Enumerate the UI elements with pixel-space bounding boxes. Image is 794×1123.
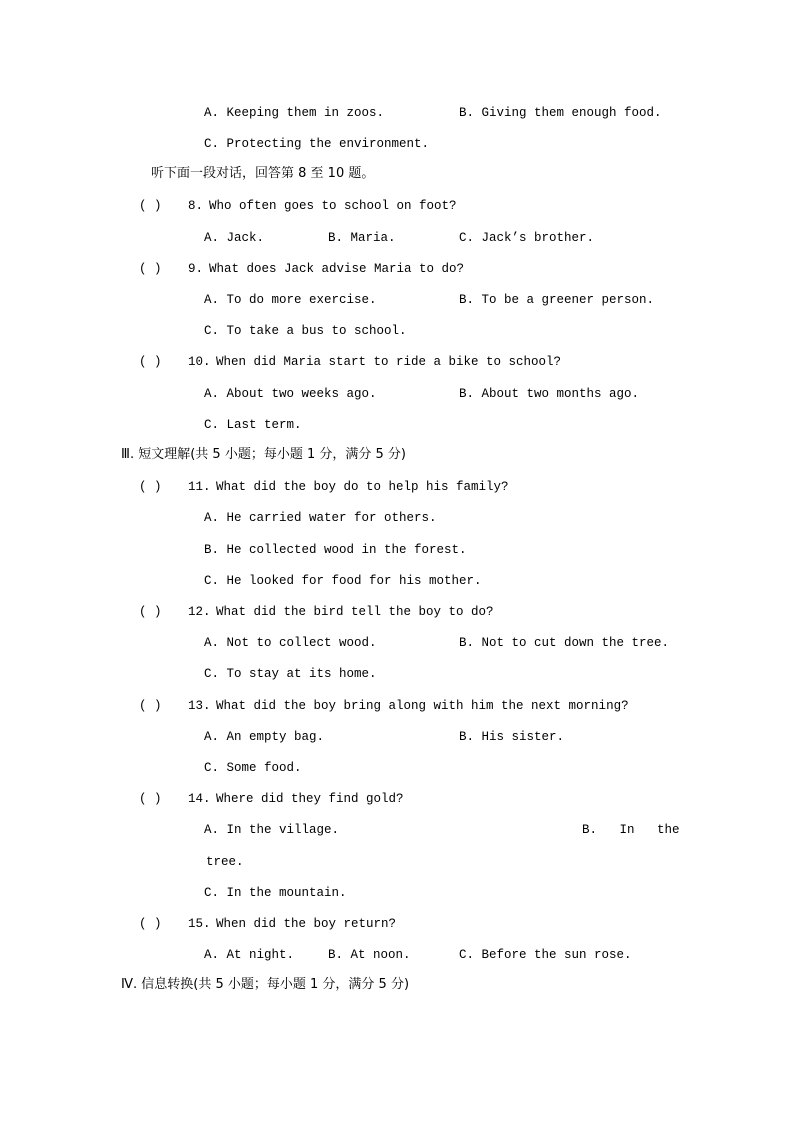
- q15-number: 15.: [188, 917, 211, 931]
- q11-option-c: C. He looked for food for his mother.: [204, 574, 482, 588]
- q13-number: 13.: [188, 699, 211, 713]
- q9-number: 9.: [188, 262, 204, 276]
- q10-option-c: C. Last term.: [204, 418, 302, 432]
- q14-option-b: B. In the: [582, 823, 680, 837]
- q14-option-c: C. In the mountain.: [204, 886, 347, 900]
- answer-blank-q12: ( ): [139, 605, 162, 619]
- q9-text: What does Jack advise Maria to do?: [209, 262, 465, 276]
- q7-option-b: B. Giving them enough food.: [459, 106, 662, 120]
- answer-blank-q11: ( ): [139, 480, 162, 494]
- answer-blank-q8: ( ): [139, 199, 162, 213]
- q11-option-a: A. He carried water for others.: [204, 511, 437, 525]
- q12-text: What did the bird tell the boy to do?: [216, 605, 494, 619]
- q11-text: What did the boy do to help his family?: [216, 480, 509, 494]
- q9-option-b: B. To be a greener person.: [459, 293, 655, 307]
- q9-option-a: A. To do more exercise.: [204, 293, 377, 307]
- q8-option-a: A. Jack.: [204, 231, 265, 245]
- dialog-instruction: 听下面一段对话，回答第 8 至 10 题。: [151, 166, 375, 181]
- q9-option-c: C. To take a bus to school.: [204, 324, 407, 338]
- q13-option-a: A. An empty bag.: [204, 730, 325, 744]
- q12-number: 12.: [188, 605, 211, 619]
- q12-option-a: A. Not to collect wood.: [204, 636, 377, 650]
- q12-option-c: C. To stay at its home.: [204, 667, 377, 681]
- q15-option-a: A. At night.: [204, 948, 295, 962]
- q15-text: When did the boy return?: [216, 917, 397, 931]
- q8-option-c: C. Jack’s brother.: [459, 231, 595, 245]
- answer-blank-q15: ( ): [139, 917, 162, 931]
- q7-option-a: A. Keeping them in zoos.: [204, 106, 385, 120]
- q14-text: Where did they find gold?: [216, 792, 404, 806]
- section3-heading: Ⅲ. 短文理解(共 5 小题；每小题 1 分，满分 5 分): [121, 447, 406, 462]
- q10-number: 10.: [188, 355, 211, 369]
- q13-option-b: B. His sister.: [459, 730, 565, 744]
- q14-number: 14.: [188, 792, 211, 806]
- q10-text: When did Maria start to ride a bike to school?: [216, 355, 562, 369]
- q11-option-b: B. He collected wood in the forest.: [204, 543, 467, 557]
- q14-option-b-continued: tree.: [206, 855, 244, 869]
- q13-option-c: C. Some food.: [204, 761, 302, 775]
- q13-text: What did the boy bring along with him the next morning?: [216, 699, 629, 713]
- q15-option-b: B. At noon.: [328, 948, 411, 962]
- q7-option-c: C. Protecting the environment.: [204, 137, 430, 151]
- q10-option-a: A. About two weeks ago.: [204, 387, 377, 401]
- section4-heading: Ⅳ. 信息转换(共 5 小题；每小题 1 分，满分 5 分): [121, 977, 410, 992]
- answer-blank-q14: ( ): [139, 792, 162, 806]
- q8-text: Who often goes to school on foot?: [209, 199, 457, 213]
- q8-option-b: B. Maria.: [328, 231, 396, 245]
- q15-option-c: C. Before the sun rose.: [459, 948, 632, 962]
- q11-number: 11.: [188, 480, 211, 494]
- answer-blank-q13: ( ): [139, 699, 162, 713]
- q14-option-a: A. In the village.: [204, 823, 340, 837]
- q8-number: 8.: [188, 199, 204, 213]
- q10-option-b: B. About two months ago.: [459, 387, 640, 401]
- q12-option-b: B. Not to cut down the tree.: [459, 636, 670, 650]
- answer-blank-q9: ( ): [139, 262, 162, 276]
- answer-blank-q10: ( ): [139, 355, 162, 369]
